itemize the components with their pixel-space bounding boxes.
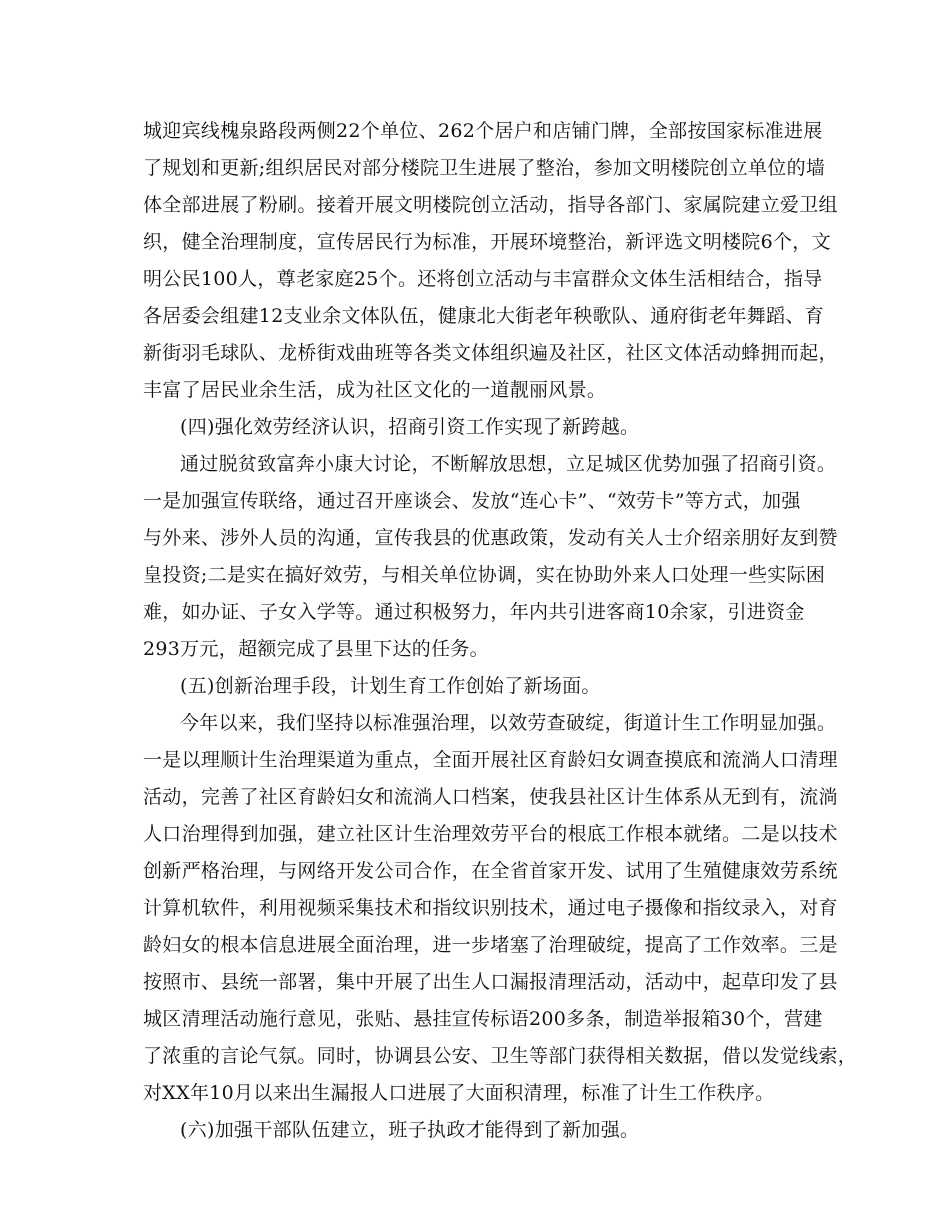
- text-line: 293万元，超额完成了县里下达的任务。: [143, 638, 489, 660]
- text-line: 了浓重的言论气氛。同时，协调县公安、卫生等部门获得相关数据，借以发觉线索，: [143, 1045, 858, 1067]
- text-line: 与外来、涉外人员的沟通，宣传我县的优惠政策，发动有关人士介绍亲朋好友到赞: [143, 527, 838, 549]
- section-heading: (六)加强干部队伍建立，班子执政才能得到了新加强。: [180, 1119, 640, 1141]
- section-heading: (五)创新治理手段，计划生育工作创始了新场面。: [180, 675, 601, 697]
- text-line: 一是以理顺计生治理渠道为重点，全面开展社区育龄妇女调查摸底和流淌人口清理: [143, 749, 838, 771]
- text-line: 各居委会组建12支业余文体队伍，健康北大街老年秧歌队、通府街老年舞蹈、育: [143, 305, 824, 327]
- text-line: 一是加强宣传联络，通过召开座谈会、发放“连心卡”、“效劳卡”等方式，加强: [143, 490, 801, 512]
- text-line: 皇投资;二是实在搞好效劳，与相关单位协调，实在协助外来人口处理一些实际困: [143, 564, 826, 586]
- text-line: 丰富了居民业余生活，成为社区文化的一道靓丽风景。: [143, 379, 607, 401]
- text-line: 难，如办证、子女入学等。通过积极努力，年内共引进客商10余家，引进资金: [143, 601, 805, 623]
- section-heading: (四)强化效劳经济认识，招商引资工作实现了新跨越。: [180, 416, 640, 438]
- text-line: 对XX年10月以来出生漏报人口进展了大面积清理，标准了计生工作秩序。: [143, 1082, 775, 1104]
- text-line: 城迎宾线槐泉路段两侧22个单位、262个居户和店铺门牌，全部按国家标准进展: [143, 120, 823, 142]
- text-line: 龄妇女的根本信息进展全面治理，进一步堵塞了治理破绽，提高了工作效率。三是: [143, 934, 838, 956]
- text-line: 了规划和更新;组织居民对部分楼院卫生进展了整治，参加文明楼院创立单位的墙: [143, 157, 826, 179]
- text-line: 人口治理得到加强，建立社区计生治理效劳平台的根底工作根本就绪。二是以技术: [143, 823, 838, 845]
- paragraph-first-line: 通过脱贫致富奔小康大讨论，不断解放思想，立足城区优势加强了招商引资。: [180, 453, 837, 475]
- text-line: 体全部进展了粉刷。接着开展文明楼院创立活动，指导各部门、家属院建立爱卫组: [143, 194, 838, 216]
- text-line: 明公民100人，尊老家庭25个。还将创立活动与丰富群众文体生活相结合，指导: [143, 268, 823, 290]
- text-line: 按照市、县统一部署，集中开展了出生人口漏报清理活动，活动中，起草印发了县: [143, 971, 838, 993]
- text-line: 计算机软件，利用视频采集技术和指纹识别技术，通过电子摄像和指纹录入，对育: [143, 897, 838, 919]
- text-line: 织，健全治理制度，宣传居民行为标准，开展环境整治，新评选文明楼院6个，文: [143, 231, 831, 253]
- text-line: 城区清理活动施行意见，张贴、悬挂宣传标语200多条，制造举报箱30个，营建: [143, 1008, 823, 1030]
- paragraph-first-line: 今年以来，我们坚持以标准强治理，以效劳查破绽，街道计生工作明显加强。: [180, 712, 837, 734]
- text-line: 活动，完善了社区育龄妇女和流淌人口档案，使我县社区计生体系从无到有，流淌: [143, 786, 838, 808]
- text-line: 创新严格治理，与网络开发公司合作，在全省首家开发、试用了生殖健康效劳系统: [143, 860, 838, 882]
- text-line: 新街羽毛球队、龙桥街戏曲班等各类文体组织遍及社区，社区文体活动蜂拥而起，: [143, 342, 838, 364]
